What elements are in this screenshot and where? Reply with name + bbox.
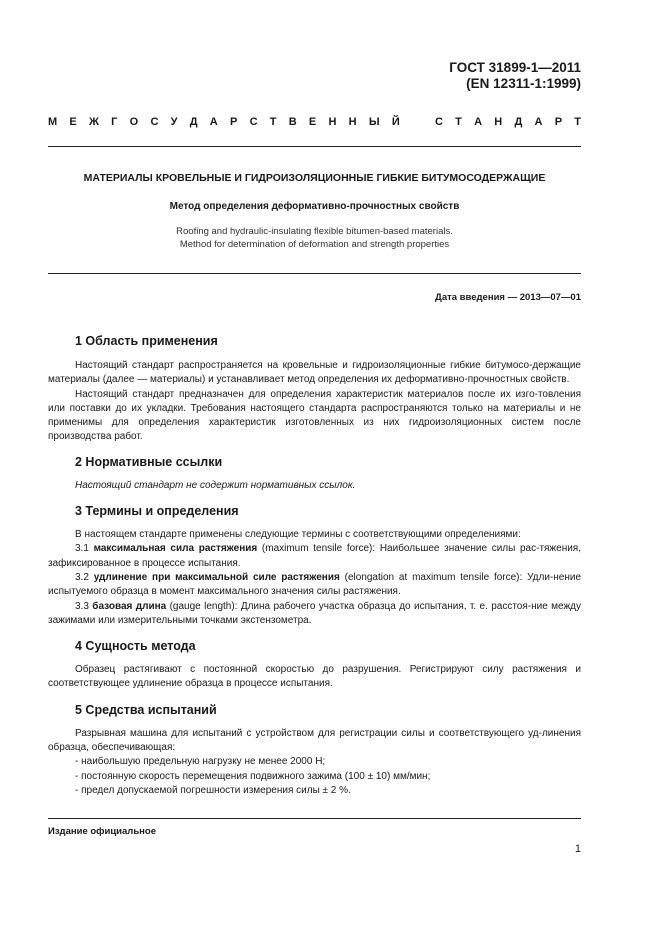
term-definition (48, 571, 581, 600)
english-title (48, 226, 581, 251)
banner-letter: Е (69, 116, 77, 128)
banner-letter: Ж (88, 116, 99, 128)
banner-letter: О (129, 116, 139, 128)
banner-letter: М (48, 116, 58, 128)
paragraph: Настоящий стандарт распространяется на кровельные и гидроизоляционные гибкие битумосо-держащие материалы (далее — материалы) и устанавливает метод определения их деформативно-прочностных свойств. (48, 360, 581, 386)
section-heading: 2 Нормативные ссылки (75, 454, 223, 469)
banner-letter: Р (229, 116, 238, 128)
term-number: 3.1 (75, 543, 94, 555)
banner-letter: Г (111, 116, 118, 128)
page-number: 1 (574, 843, 581, 855)
term-text: (gauge length): Длина рабочего участка образца до испытания, т. е. расстоя-ние между зажимами или измерительными точками экстензометра. (48, 600, 581, 626)
introduction-date: Дата введения — 2013—07—01 (435, 292, 581, 303)
banner-letter: Н (494, 116, 503, 128)
banner-letter: Н (328, 116, 337, 128)
term-number: 3.3 (75, 600, 93, 612)
banner-letter: А (534, 116, 543, 128)
standard-code: ГОСТ 31899-1—2011 (449, 60, 581, 75)
banner-letter: Н (348, 116, 357, 128)
section-heading: 5 Средства испытаний (75, 702, 217, 717)
standard-code-block (449, 60, 581, 92)
term-name: базовая длина (92, 600, 167, 612)
list-item: - предел допускаемой погрешности измерения силы ± 2 %. (75, 784, 351, 796)
paragraph: Образец растягивают с постоянной скоростью до разрушения. Регистрируют силу растяжения и соответствующее удлинение образца в процессе испытания. (48, 664, 581, 690)
official-edition-label: Издание официальное (48, 826, 156, 837)
banner-letter: С (150, 116, 159, 128)
banner-word-standard (435, 116, 581, 128)
european-code: (EN 12311-1:1999) (466, 76, 581, 91)
document-title: МАТЕРИАЛЫ КРОВЕЛЬНЫЕ И ГИДРОИЗОЛЯЦИОННЫЕ ГИБКИЕ БИТУМОСОДЕРЖАЩИЕ (83, 172, 546, 184)
paragraph: Настоящий стандарт предназначен для определения характеристик материалов после их изго-товления или поставки до их укладки. Требования настоящего стандарта распространяются только на материалы и не применимы для определения характеристик изготовленных из них гидроизоляционных систем после производства работ. (48, 388, 581, 443)
banner-letter: Р (554, 116, 563, 128)
top-divider (48, 146, 581, 147)
banner-letter: Т (455, 116, 462, 128)
banner-word-interstate (48, 116, 400, 128)
banner-letter: В (288, 116, 297, 128)
title-divider (48, 273, 581, 274)
english-title-line: Method for determination of deformation and strength properties (179, 238, 450, 250)
banner-letter: Т (574, 116, 581, 128)
banner-letter: Д (189, 116, 198, 128)
paragraph: Настоящий стандарт не содержит нормативных ссылок. (75, 479, 356, 491)
term-number: 3.2 (75, 571, 94, 583)
section-heading: 1 Область применения (75, 334, 218, 348)
banner-letter: У (170, 116, 178, 128)
banner-letter: С (249, 116, 258, 128)
section-heading: 3 Термины и определения (75, 504, 239, 519)
section-heading: 4 Сущность метода (75, 639, 196, 654)
banner-letter: Ы (368, 116, 380, 128)
banner-letter: А (209, 116, 218, 128)
banner-letter: Е (308, 116, 317, 128)
term-definition (48, 542, 581, 571)
term-name: удлинение при максимальной силе растяжения (93, 571, 340, 583)
term-definition (48, 600, 581, 629)
english-title-line: Roofing and hydraulic-insulating flexible bitumen-based materials. (176, 226, 453, 237)
document-subtitle: Метод определения деформативно-прочностных свойств (169, 201, 460, 212)
document-body (48, 333, 581, 798)
term-text: (elongation at maximum tensile force): Удли-нение испытуемого образца в момент максимального значения силы растяжения. (48, 571, 582, 598)
paragraph: В настоящем стандарте применены следующие термины с соответствующими определениями: (75, 529, 521, 541)
banner-letter: Й (391, 116, 400, 128)
banner-letter: С (435, 116, 443, 128)
list-item: - постоянную скорость перемещения подвижного зажима (100 ± 10) мм/мин; (75, 770, 431, 782)
term-text: (maximum tensile force): Наибольшее значение силы рас-тяжения, зафиксированное в процессе испытания. (48, 543, 581, 569)
paragraph: Разрывная машина для испытаний с устройством для регистрации силы и соответствующего уд-линения образца, обеспечивающая: (48, 727, 581, 754)
interstate-standard-banner (48, 116, 581, 128)
list-item: - наибольшую предельную нагрузку не менее 2000 Н; (75, 756, 326, 768)
term-name: максимальная сила растяжения (93, 543, 258, 555)
banner-letter: Д (514, 116, 523, 128)
footer-divider (48, 818, 581, 819)
banner-letter: Т (269, 116, 277, 128)
banner-letter: А (474, 116, 483, 128)
